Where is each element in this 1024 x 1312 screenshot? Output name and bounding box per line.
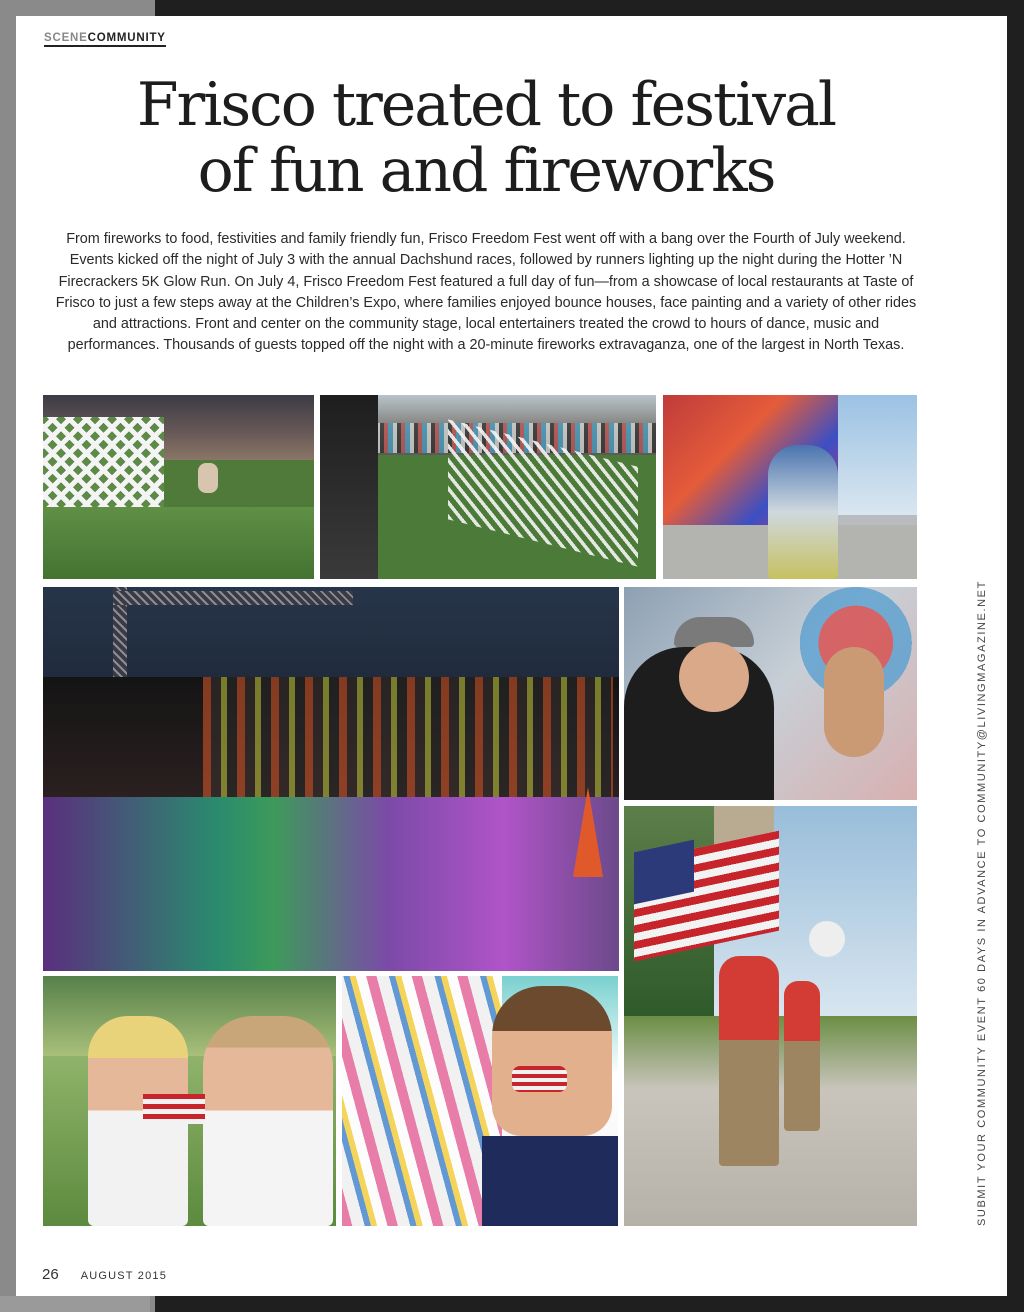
- issue-date: AUGUST 2015: [80, 1270, 168, 1282]
- photo-mother-and-child: [43, 976, 336, 1226]
- frame-grey-foot: [0, 1296, 150, 1312]
- photo-dachshund-race-lane: [320, 395, 656, 579]
- headline-line-2: of fun and fireworks: [197, 136, 775, 206]
- photo-glow-run-start: [43, 587, 619, 971]
- article-body: From fireworks to food, festivities and family friendly fun, Frisco Freedom Fest went off with a bang over the Fourth of July weekend. Events kicked off the night of July 3 with the annual Dachshund races, followed by runners lighting up the night during the Hotter ’N Firecrackers 5K Glow Run. On July 4, Frisco Freedom Fest featured a full day of fun—from a showcase of local restaurants at Taste of Frisco to just a few steps away at the Children’s Expo, where families enjoyed bounce houses, face painting and a variety of other rides and attractions. Front and center on the community stage, local entertainers treated the crowd to hours of dance, music and performances. Thousands of guests topped off the night with a 20-minute fireworks extravaganza, one of the largest in North Texas.: [55, 231, 917, 354]
- section-tag-scene: SCENE: [44, 32, 88, 44]
- headline-line-1: Frisco treated to festival: [136, 70, 836, 140]
- section-tag: [44, 32, 166, 47]
- photo-taste-of-frisco: [624, 587, 917, 800]
- page-number: 26: [42, 1266, 59, 1283]
- photo-color-guard-parade: [624, 806, 917, 1226]
- section-tag-community: COMMUNITY: [87, 32, 166, 44]
- photo-glow-run-screen: [663, 395, 917, 579]
- photo-dachshund-race-grass: [43, 395, 314, 579]
- submission-note: SUBMIT YOUR COMMUNITY EVENT 60 DAYS IN ADVANCE TO COMMUNITY@LIVINGMAGAZINE.NET: [976, 580, 988, 1226]
- photo-face-painted-boy: [342, 976, 618, 1226]
- magazine-page: [16, 16, 1007, 1296]
- headline: [76, 72, 896, 204]
- page-footer: [42, 1266, 167, 1283]
